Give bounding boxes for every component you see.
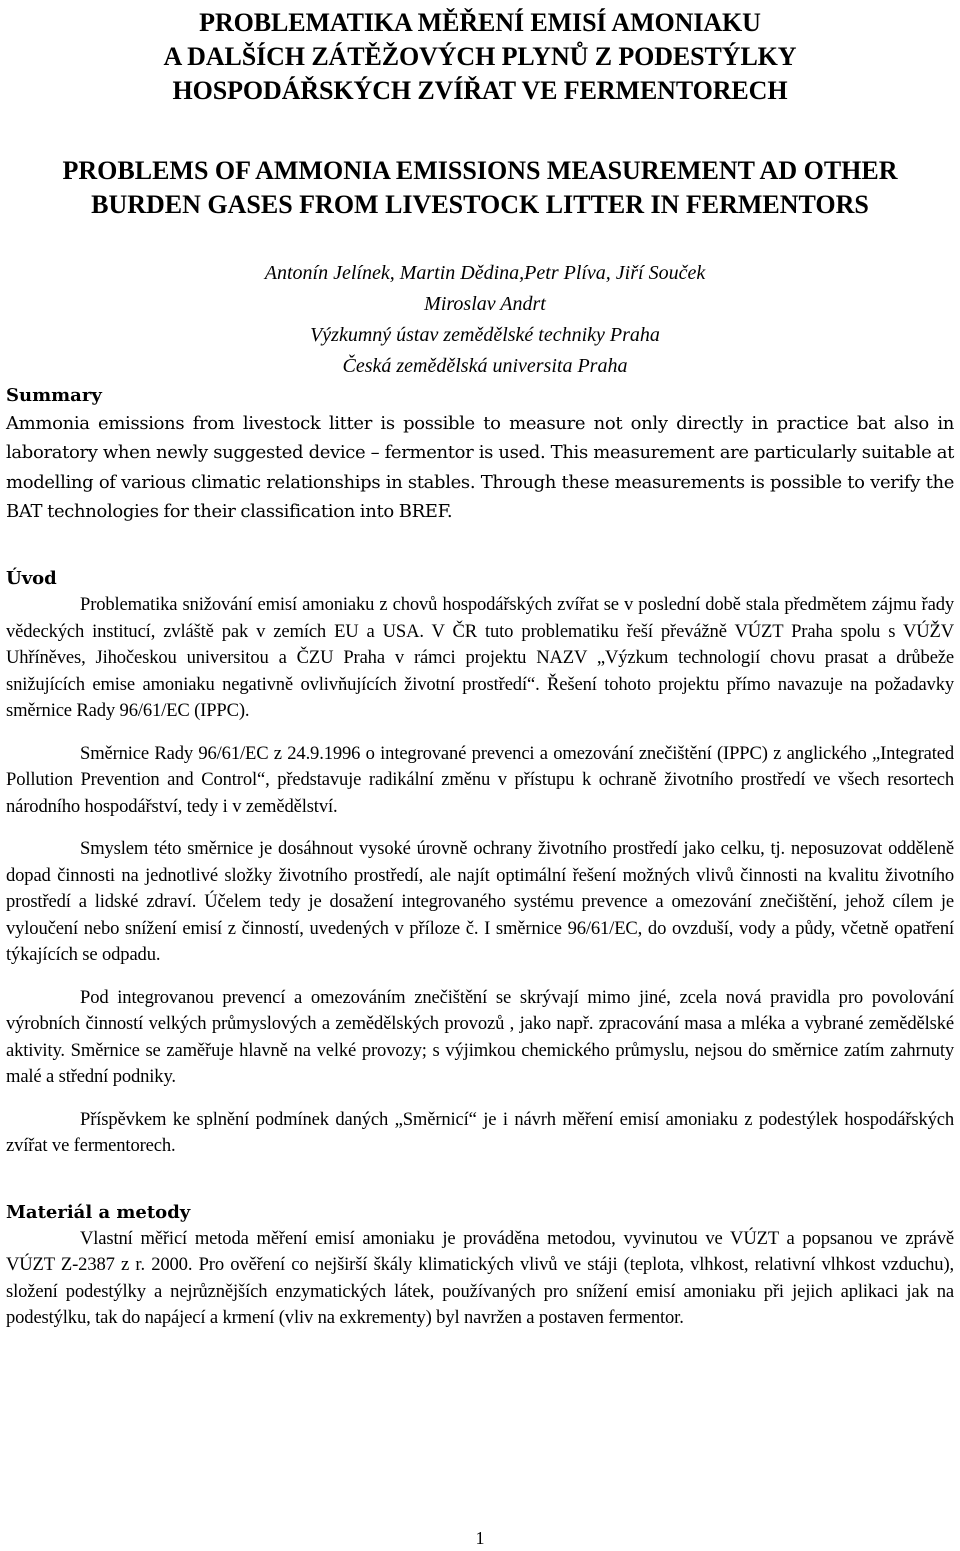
title-english-line: PROBLEMS OF AMMONIA EMISSIONS MEASUREMENT AD OTHER (62, 156, 898, 185)
author-names: Antonín Jelínek, Martin Dědina,Petr Plíva, Jiří Souček (264, 262, 706, 284)
summary-heading: Summary (6, 385, 102, 406)
body-paragraph: Příspěvkem ke splnění podmínek daných „Směrnicí“ je i návrh měření emisí amoniaku z podestýlek hospodářských zvířat ve fermentorech. (6, 1108, 954, 1157)
title-czech-line: HOSPODÁŘSKÝCH ZVÍŘAT VE FERMENTORECH (172, 76, 788, 105)
body-paragraph: Smyslem této směrnice je dosáhnout vysoké úrovně ochrany životního prostředí jako celku, tj. neposuzovat odděleně dopad činnosti na jednotlivé složky životního prostředí, ale najít optimální řešení možných vlivů činnosti na kvalitu životního prostředí a lidské zdraví. Účelem tedy je dosažení integrovaného systému prevence a omezování znečištění, jehož cílem je vyloučení nebo snížení emisí z činností, uvedených v příloze č. I směrnice 96/61/EC, do ovzduší, vody a půdy, včetně opatření týkajících se odpadu. (6, 838, 954, 966)
author-names-cont: Miroslav Andrt (424, 293, 546, 315)
body-paragraph: Problematika snižování emisí amoniaku z chovů hospodářských zvířat se v poslední době stala předmětem zájmu řady vědeckých institucí, zvláště pak v zemích EU a USA. V ČR tuto problematiku řeší převážně VÚZT Praha spolu s VÚŽV Uhříněves, Jihočeskou universitou a ČZU Praha v rámci projektu NAZV „Výzkum technologií chovu prasat a drůbeže snižujících emise amoniaku negativně ovlivňujících životní prostředí“. Řešení tohoto projektu přímo navazuje na požadavky směrnice Rady 96/61/EC (IPPC). (6, 594, 954, 722)
title-czech-line: A DALŠÍCH ZÁTĚŽOVÝCH PLYNŮ Z PODESTÝLKY (163, 42, 797, 71)
affiliation: Výzkumný ústav zemědělské techniky Praha (310, 324, 660, 346)
authors-block (6, 222, 954, 382)
affiliation: Česká zemědělská universita Praha (342, 355, 628, 377)
page-number: 1 (475, 1528, 485, 1548)
section-heading-uvod: Úvod (6, 568, 57, 590)
body-paragraph: Vlastní měřicí metoda měření emisí amoniaku je prováděna metodou, vyvinutou ve VÚZT a popsanou ve zprávě VÚZT Z-2387 z r. 2000. Pro ověření co nejširší škály klimatických vlivů ve stáji (teplota, vlhkost, relativní vlhkost vzduchu), složení podestýlky a nejrůznějších enzymatických látek, používaných pro snížení emisí amoniaku při jejich aplikaci jak na podestýlku, tak do napájecí a krmení (vliv na exkrementy) byl navržen a postaven fermentor. (6, 1227, 954, 1329)
title-czech-line: PROBLEMATIKA MĚŘENÍ EMISÍ AMONIAKU (199, 8, 761, 37)
body-paragraph: Směrnice Rady 96/61/EC z 24.9.1996 o integrované prevenci a omezování znečištění (IPPC) z anglického „Integrated Pollution Prevention and Control“, představuje radikální změnu v přístupu k ochraně životního prostředí ve všech resortech národního hospodářství, tedy i v zemědělství. (6, 742, 954, 817)
body-paragraph: Pod integrovanou prevencí a omezováním znečištění se skrývají mimo jiné, zcela nová pravidla pro povolování výrobních činností velkých průmyslových a zemědělských provozů , jako např. zpracování masa a mléka a vybrané zemědělské aktivity. Směrnice se zaměřuje hlavně na velké provozy; s výjimkou chemického průmyslu, nejsou do směrnice zatím zahrnuty malé a střední podniky. (6, 986, 954, 1088)
title-english (6, 108, 954, 222)
title-czech (6, 0, 954, 108)
summary-text: Ammonia emissions from livestock litter is possible to measure not only directly in practice bat also in laboratory when newly suggested device – fermentor is used. This measurement are particularly suitable at modelling of various climatic relationships in stables. Through these measurements is possible to verify the BAT technologies for their classification into BREF. (6, 413, 954, 522)
title-english-line: BURDEN GASES FROM LIVESTOCK LITTER IN FERMENTORS (91, 190, 869, 219)
section-heading-material: Materiál a metody (6, 1201, 191, 1223)
